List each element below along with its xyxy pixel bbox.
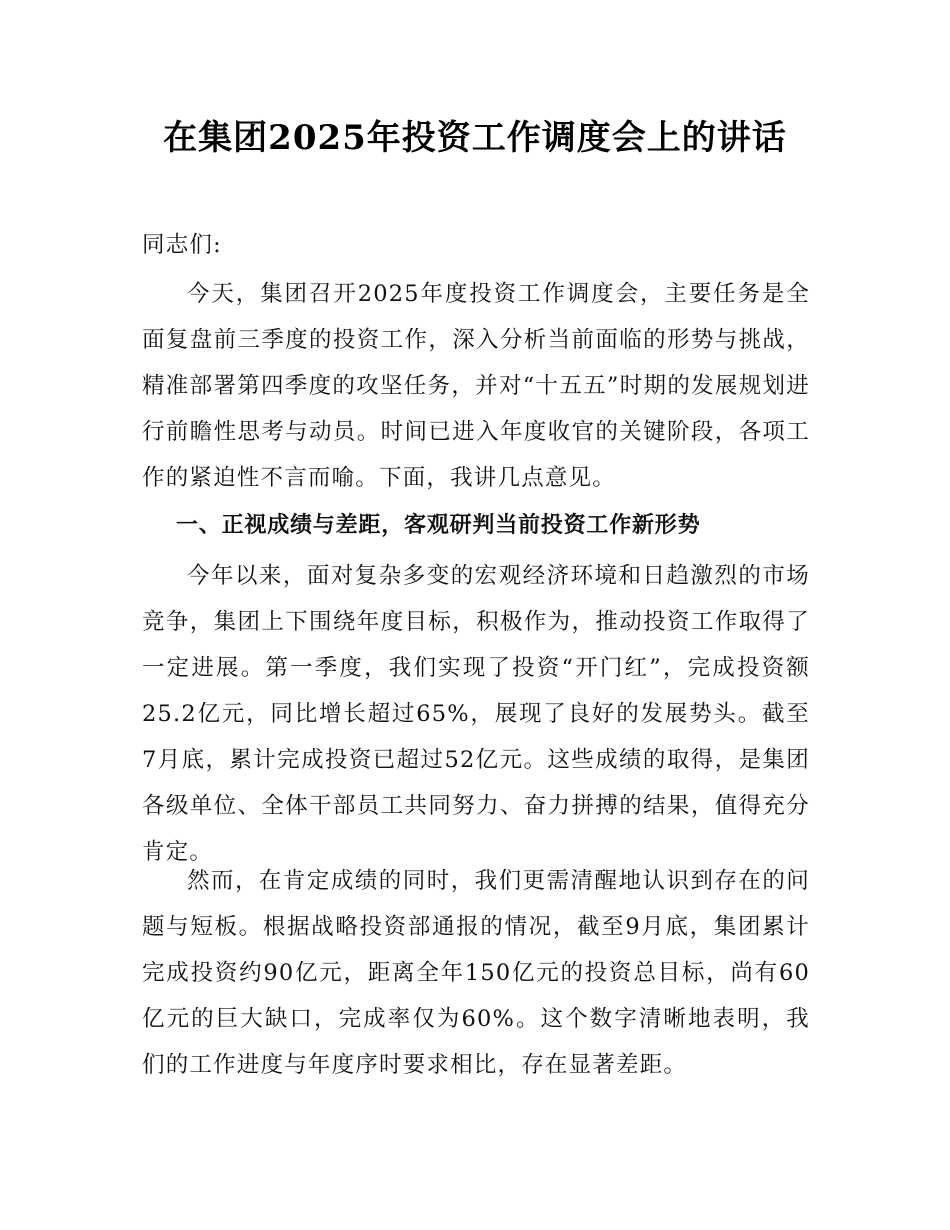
paragraph-intro: 今天，集团召开2025年度投资工作调度会，主要任务是全面复盘前三季度的投资工作，深入分析当前面临的形势与挑战，精准部署第四季度的攻坚任务，并对“十五五”时期的发展规划进行前瞻性思考与动员。时间已进入年度收官的关键阶段，各项工作的紧迫性不言而喻。下面，我讲几点意见。 — [142, 281, 810, 491]
section-heading-1: 一、正视成绩与差距，客观研判当前投资工作新形势 — [176, 513, 701, 538]
salutation: 同志们: — [142, 232, 222, 258]
document-title: 在集团2025年投资工作调度会上的讲话 — [163, 118, 787, 158]
paragraph-achievements: 今年以来，面对复杂多变的宏观经济环境和日趋激烈的市场竞争，集团上下围绕年度目标，积极作为，推动投资工作取得了一定进展。第一季度，我们实现了投资“开门红”，完成投资额25.2亿元，同比增长超过65%，展现了良好的发展势头。截至7月底，累计完成投资已超过52亿元。这些成绩的取得，是集团各级单位、全体干部员工共同努力、奋力拼搏的结果，值得充分肯定。 — [142, 563, 810, 865]
paragraph-gaps: 然而，在肯定成绩的同时，我们更需清醒地认识到存在的问题与短板。根据战略投资部通报的情况，截至9月底，集团累计完成投资约90亿元，距离全年150亿元的投资总目标，尚有60亿元的巨大缺口，完成率仅为60%。这个数字清晰地表明，我们的工作进度与年度序时要求相比，存在显著差距。 — [142, 868, 810, 1078]
